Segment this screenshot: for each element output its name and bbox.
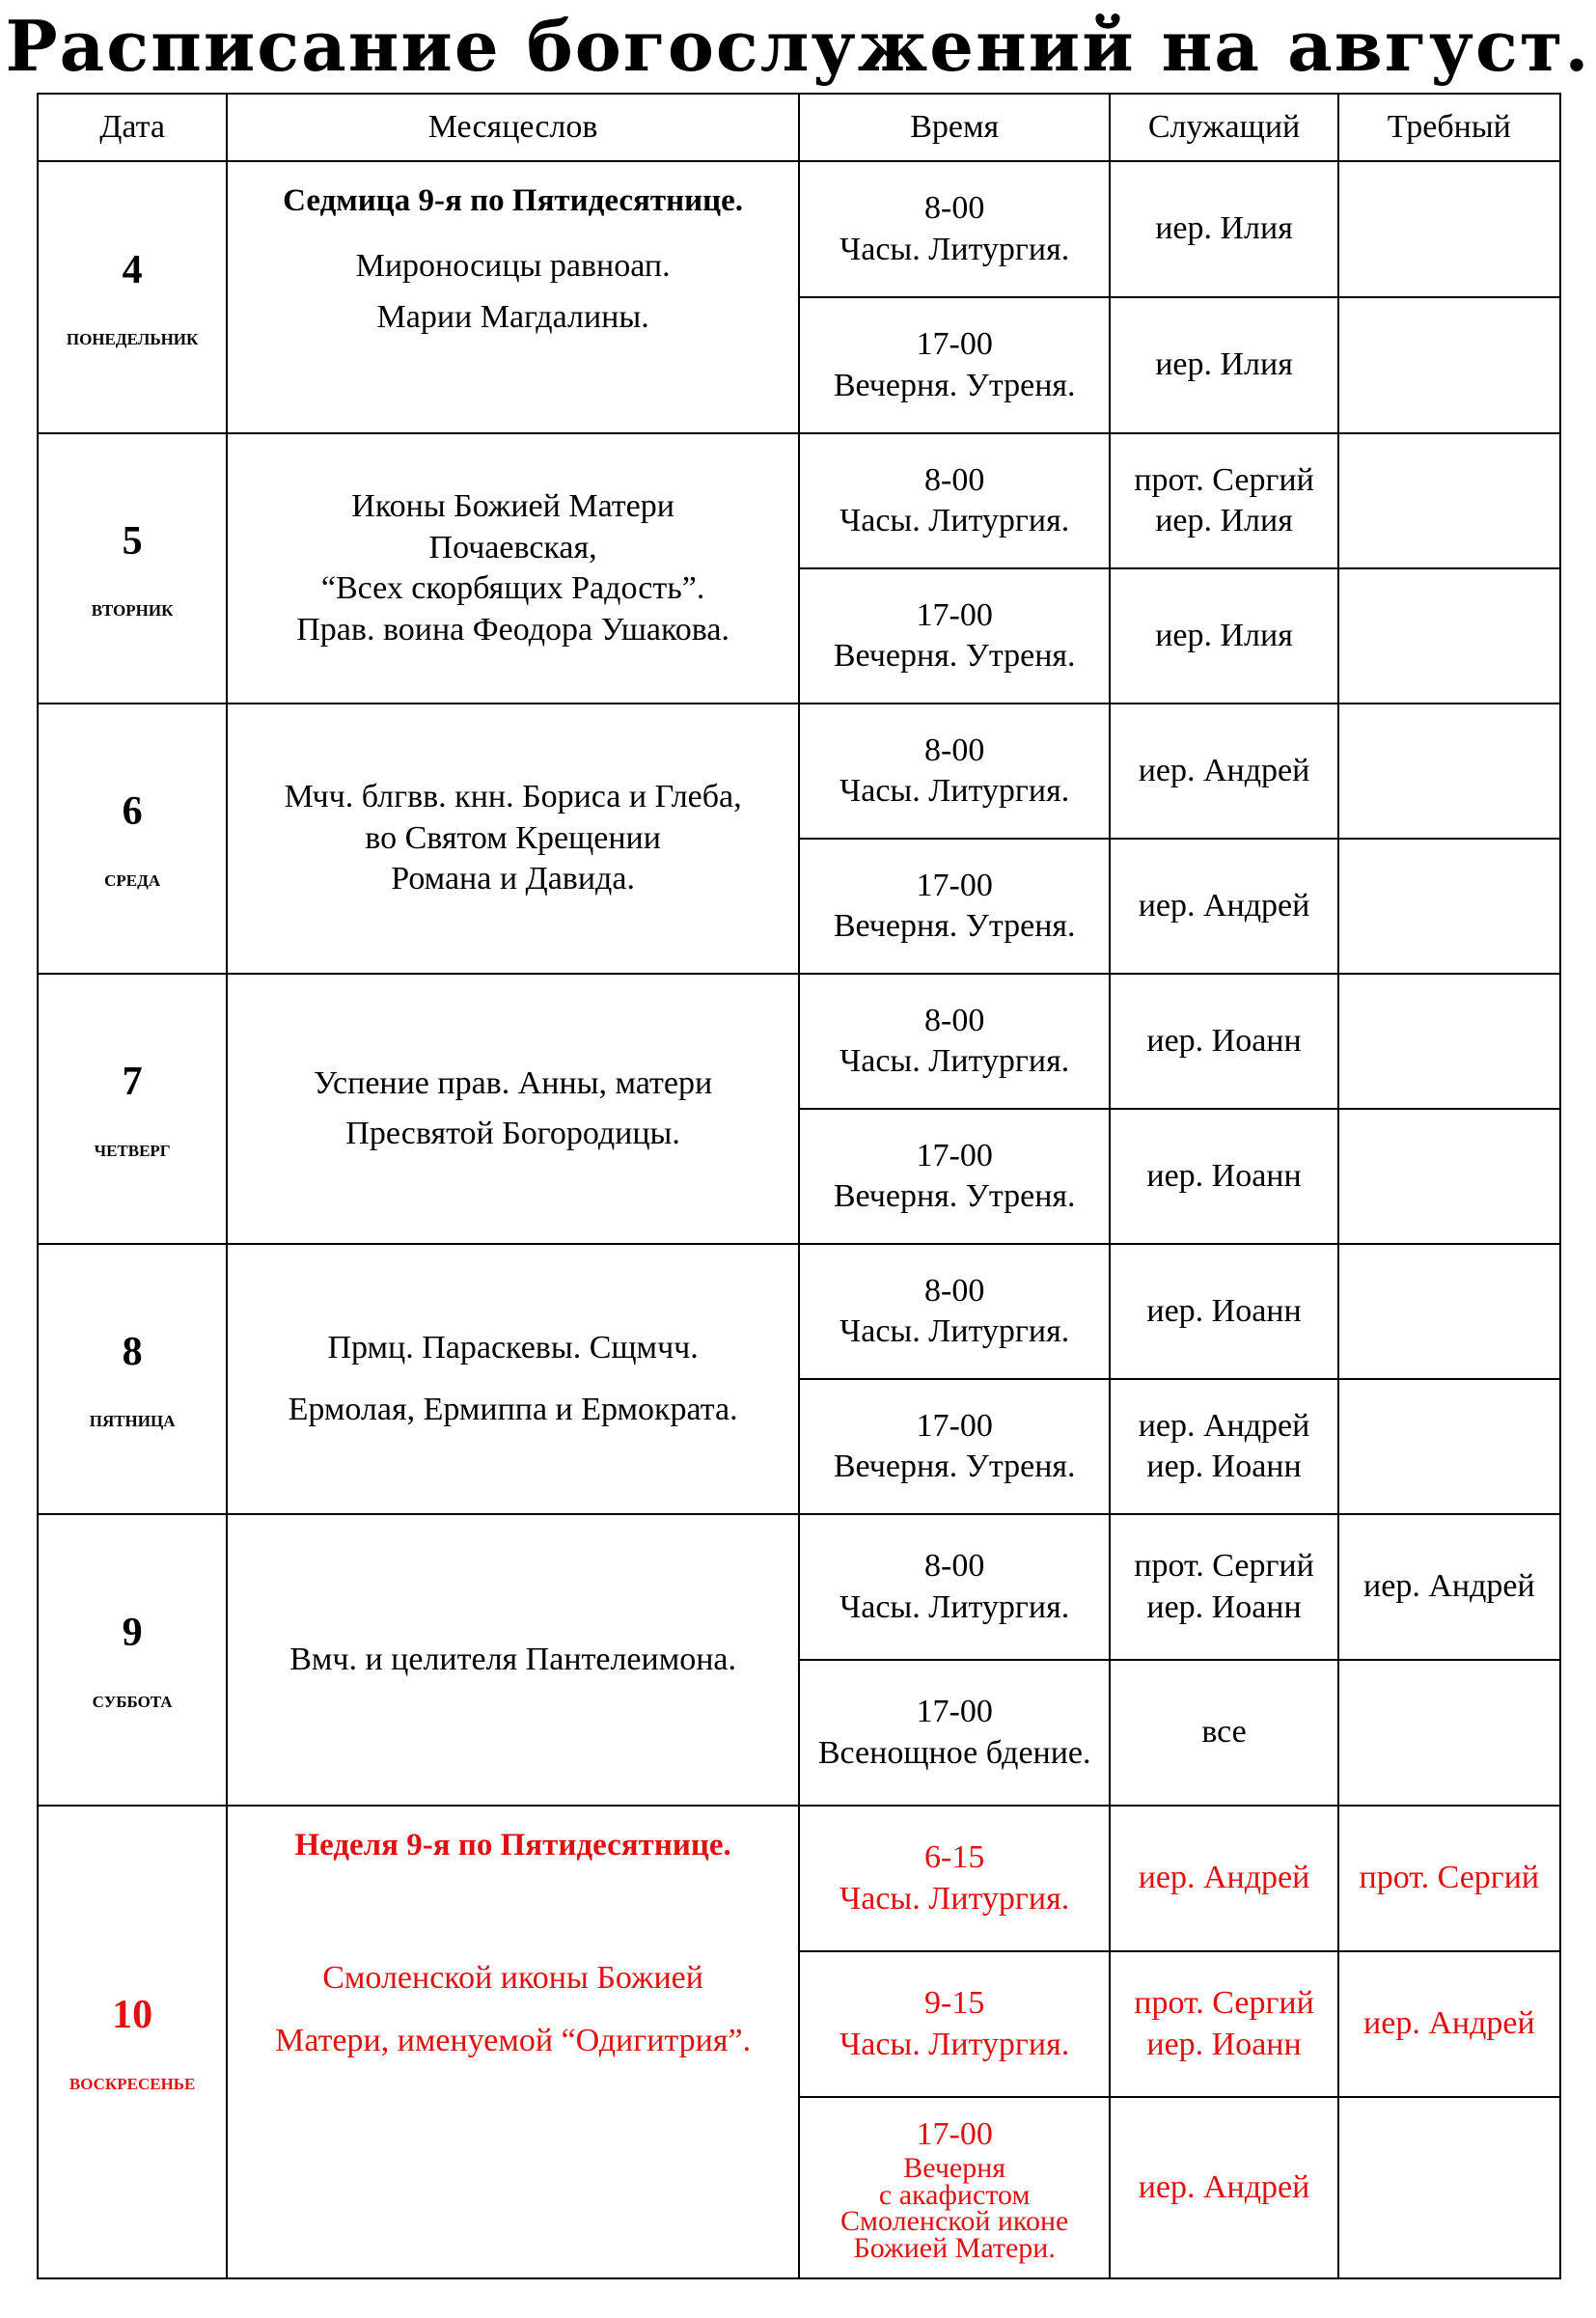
celebrant-cell (1110, 433, 1337, 568)
celebrant-cell (1110, 2097, 1337, 2278)
service-time: 9-15 (924, 1985, 985, 2021)
feast-line: Марии Магдалины. (376, 298, 649, 335)
service-name: Часы. Литургия. (839, 231, 1070, 267)
feast-line: Прав. воина Феодора Ушакова. (296, 611, 729, 648)
time-cell (799, 433, 1110, 568)
menologion-cell (227, 433, 799, 704)
trebny-name: иер. Андрей (1363, 2005, 1535, 2042)
week-heading: Седмица 9-я по Пятидесятнице. (283, 183, 744, 218)
schedule-table (37, 93, 1561, 2279)
service-time: 8-00 (924, 1002, 985, 1038)
celebrant-cell (1110, 1109, 1337, 1244)
service-name: Вечерня. Утреня. (833, 638, 1076, 674)
date-cell (38, 161, 227, 433)
feast-line: Иконы Божией Матери (351, 488, 674, 524)
table-row (38, 1514, 1560, 1660)
weekday: СРЕДА (104, 870, 161, 890)
celebrant-name: иер. Иоанн (1146, 1292, 1302, 1329)
trebny-cell (1338, 1379, 1560, 1514)
header-date: Дата (38, 94, 227, 161)
service-name-line: Вечерня (903, 2152, 1006, 2185)
service-name: Часы. Литургия. (839, 1043, 1070, 1079)
celebrant-name: иер. Андрей (1138, 752, 1310, 788)
date-number: 5 (122, 519, 143, 565)
service-time: 8-00 (924, 461, 985, 498)
celebrant-name: иер. Андрей (1138, 887, 1310, 924)
trebny-name: иер. Андрей (1363, 1568, 1535, 1605)
service-time: 17-00 (916, 1137, 993, 1173)
trebny-cell (1338, 161, 1560, 297)
time-cell (799, 2097, 1110, 2278)
celebrant-name: иер. Илия (1155, 503, 1293, 538)
trebny-cell (1338, 1109, 1560, 1244)
table-row (38, 704, 1560, 839)
table-row (38, 1806, 1560, 1951)
trebny-cell (1338, 297, 1560, 433)
service-name-line: Божией Матери. (853, 2231, 1056, 2264)
service-name: Часы. Литургия. (839, 2026, 1070, 2062)
feast-line: Мироносицы равноап. (355, 248, 671, 285)
table-row (38, 1244, 1560, 1379)
table-row (38, 974, 1560, 1109)
celebrant-cell (1110, 161, 1337, 297)
feast-line: Почаевская, (428, 529, 597, 566)
celebrant-name: иер. Иоанн (1146, 1157, 1302, 1194)
celebrant-cell (1110, 974, 1337, 1109)
service-name: Вечерня. Утреня. (833, 1178, 1076, 1214)
menologion-cell (227, 1806, 799, 2278)
feast-line: Ермолая, Ермиппа и Ермократа. (288, 1392, 738, 1427)
service-time: 17-00 (916, 326, 993, 362)
trebny-cell (1338, 1806, 1560, 1951)
service-name: Вечерня. Утреня. (833, 908, 1076, 944)
date-number: 4 (122, 248, 143, 293)
time-cell (799, 1514, 1110, 1660)
header-trebny: Требный (1338, 94, 1560, 161)
celebrant-name: иер. Андрей (1138, 1407, 1310, 1444)
trebny-cell (1338, 704, 1560, 839)
service-time: 8-00 (924, 1548, 985, 1584)
service-time: 17-00 (916, 867, 993, 903)
celebrant-cell (1110, 1379, 1337, 1514)
celebrant-name: иер. Иоанн (1146, 1449, 1302, 1484)
date-number: 9 (122, 1611, 143, 1656)
weekday: СУББОТА (92, 1692, 173, 1711)
feast-line: Прмц. Параскевы. Сщмчч. (327, 1329, 699, 1366)
celebrant-name: прот. Сергий (1134, 1548, 1314, 1584)
date-cell (38, 1244, 227, 1514)
service-name: Всенощное бдение. (817, 1734, 1091, 1771)
header-menologion: Месяцеслов (227, 94, 799, 161)
weekday: ПОНЕДЕЛЬНИК (66, 329, 199, 348)
service-name-line: Смоленской иконе (840, 2205, 1069, 2238)
trebny-name: прот. Сергий (1359, 1860, 1540, 1896)
trebny-cell (1338, 568, 1560, 704)
celebrant-cell (1110, 1660, 1337, 1806)
header-time: Время (799, 94, 1110, 161)
time-cell (799, 297, 1110, 433)
trebny-cell (1338, 1244, 1560, 1379)
date-number: 8 (122, 1330, 143, 1375)
feast-line: Романа и Давида. (391, 861, 635, 897)
service-name: Вечерня. Утреня. (833, 367, 1076, 403)
header-row (38, 94, 1560, 161)
trebny-cell (1338, 1514, 1560, 1660)
time-cell (799, 1660, 1110, 1806)
service-name: Часы. Литургия. (839, 1880, 1070, 1917)
celebrant-cell (1110, 839, 1337, 974)
celebrant-name: иер. Андрей (1138, 1860, 1310, 1896)
feast-line: Смоленской иконы Божией (322, 1960, 703, 1997)
trebny-cell (1338, 1951, 1560, 2097)
celebrant-cell (1110, 1806, 1337, 1951)
menologion-cell (227, 1244, 799, 1514)
service-time: 8-00 (924, 1272, 985, 1309)
service-name: Часы. Литургия. (839, 1588, 1070, 1625)
service-time: 17-00 (916, 596, 993, 633)
time-cell (799, 161, 1110, 297)
celebrant-name: все (1201, 1714, 1247, 1751)
service-name: Часы. Литургия. (839, 773, 1070, 809)
service-name: Часы. Литургия. (839, 503, 1070, 538)
celebrant-name: иер. Илия (1155, 617, 1293, 653)
service-time: 17-00 (916, 2115, 993, 2152)
feast-line: Матери, именуемой “Одигитрия”. (275, 2022, 752, 2058)
menologion-cell (227, 161, 799, 433)
celebrant-cell (1110, 1244, 1337, 1379)
trebny-cell (1338, 433, 1560, 568)
time-cell (799, 1244, 1110, 1379)
menologion-cell (227, 974, 799, 1244)
feast-line: во Святом Крещении (365, 819, 661, 856)
date-cell (38, 1806, 227, 2278)
feast-line: “Всех скорбящих Радость”. (320, 570, 705, 606)
header-celebrant: Служащий (1110, 94, 1337, 161)
celebrant-name: иер. Илия (1155, 210, 1293, 247)
date-cell (38, 704, 227, 974)
week-heading: Неделя 9-я по Пятидесятнице. (294, 1828, 731, 1863)
celebrant-name: иер. Иоанн (1146, 1022, 1302, 1059)
service-name: Вечерня. Утреня. (833, 1449, 1076, 1484)
time-cell (799, 1109, 1110, 1244)
celebrant-name: прот. Сергий (1134, 1985, 1314, 2021)
service-name: Часы. Литургия. (839, 1313, 1070, 1349)
time-cell (799, 568, 1110, 704)
weekday: ЧЕТВЕРГ (94, 1141, 171, 1160)
weekday: ВОСКРЕСЕНЬЕ (69, 2074, 196, 2093)
weekday: ПЯТНИЦА (89, 1411, 176, 1430)
date-number: 10 (112, 1993, 153, 2038)
page-title: Расписание богослужений на август. (5, 5, 1591, 87)
celebrant-cell (1110, 568, 1337, 704)
service-time: 8-00 (924, 190, 985, 226)
service-time: 8-00 (924, 731, 985, 768)
time-cell (799, 1379, 1110, 1514)
celebrant-cell (1110, 1951, 1337, 2097)
service-name-line: с акафистом (878, 2178, 1031, 2211)
trebny-cell (1338, 2097, 1560, 2278)
feast-line: Мчч. блгвв. кнн. Бориса и Глеба, (284, 779, 742, 815)
time-cell (799, 839, 1110, 974)
time-cell (799, 704, 1110, 839)
time-cell (799, 1951, 1110, 2097)
menologion-cell (227, 1514, 799, 1806)
date-cell (38, 1514, 227, 1806)
celebrant-cell (1110, 297, 1337, 433)
date-cell (38, 433, 227, 704)
time-cell (799, 974, 1110, 1109)
weekday: ВТОРНИК (91, 600, 174, 620)
time-cell (799, 1806, 1110, 1951)
date-number: 6 (122, 789, 143, 835)
feast-line: Успение прав. Анны, матери (314, 1064, 713, 1101)
celebrant-name: иер. Илия (1155, 346, 1293, 383)
trebny-cell (1338, 1660, 1560, 1806)
date-number: 7 (122, 1060, 143, 1105)
table-row (38, 161, 1560, 297)
service-time: 17-00 (916, 1694, 993, 1729)
service-time: 6-15 (924, 1839, 985, 1875)
celebrant-name: иер. Иоанн (1146, 1588, 1302, 1625)
trebny-cell (1338, 974, 1560, 1109)
celebrant-cell (1110, 1514, 1337, 1660)
date-cell (38, 974, 227, 1244)
celebrant-name: иер. Иоанн (1146, 2026, 1302, 2062)
celebrant-cell (1110, 704, 1337, 839)
table-row (38, 433, 1560, 568)
feast-line: Вмч. и целителя Пантелеимона. (289, 1641, 737, 1677)
service-time: 17-00 (916, 1407, 993, 1444)
feast-line: Пресвятой Богородицы. (345, 1116, 680, 1151)
trebny-cell (1338, 839, 1560, 974)
celebrant-name: прот. Сергий (1134, 461, 1314, 498)
celebrant-name: иер. Андрей (1138, 2168, 1310, 2205)
menologion-cell (227, 704, 799, 974)
